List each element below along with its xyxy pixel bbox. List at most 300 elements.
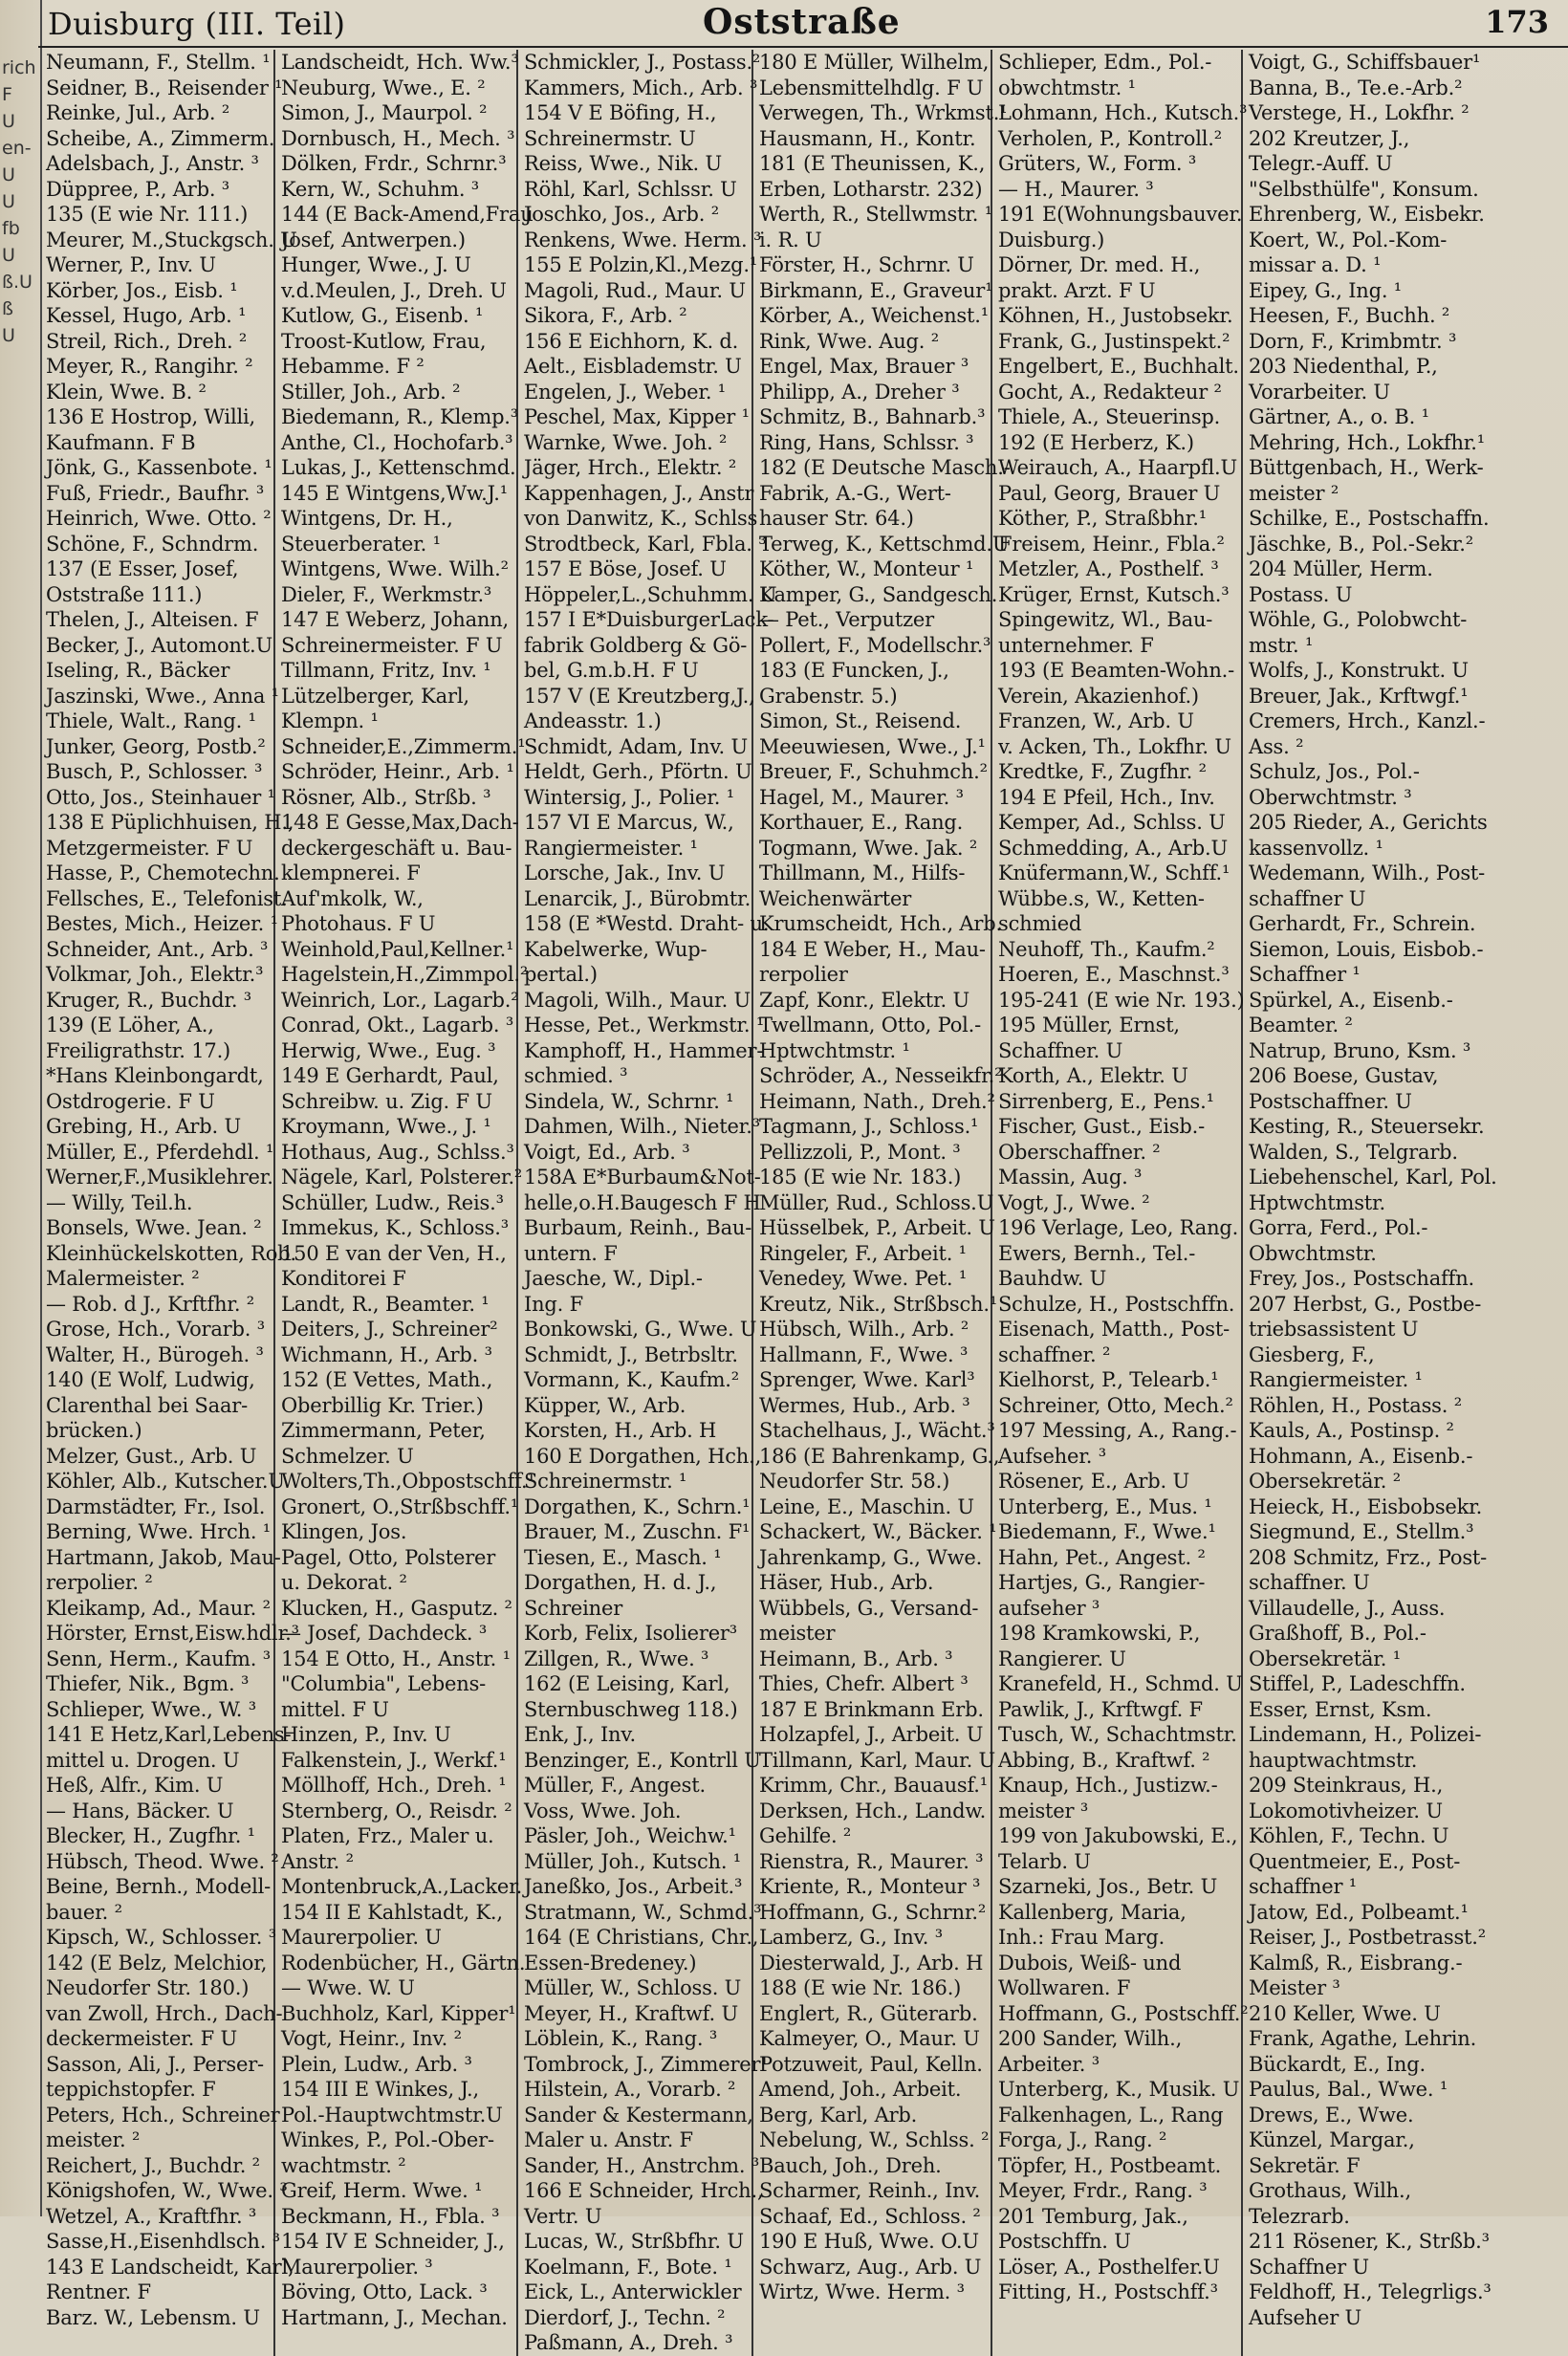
directory-entry-line: Förster, H., Schrnr. U bbox=[759, 253, 974, 276]
directory-entry-line: Neudorfer Str. 58.) bbox=[759, 1470, 950, 1493]
directory-entry-line: Auf'mkolk, W., bbox=[281, 886, 424, 910]
directory-entry-line: Immekus, K., Schloss.³ bbox=[281, 1216, 509, 1239]
directory-entry-line: Röhlen, H., Postass. ² bbox=[1249, 1393, 1462, 1417]
directory-entry-line: Terweg, K., Kettschmd.U bbox=[759, 532, 1010, 556]
directory-entry-line: Neuburg, Wwe., E. ² bbox=[281, 76, 486, 99]
edge-fragment: U bbox=[2, 325, 15, 346]
directory-entry-line: Pawlik, J., Krftwgf. F bbox=[998, 1697, 1203, 1721]
directory-entry-line: Telegr.-Auff. U bbox=[1249, 152, 1393, 175]
directory-entry-line: — Wwe. W. U bbox=[281, 1976, 415, 1999]
directory-entry-line: Wolfs, J., Konstrukt. U bbox=[1249, 659, 1469, 682]
directory-entry-line: Herwig, Wwe., Eug. ³ bbox=[281, 1038, 496, 1062]
directory-entry-line: Gorra, Ferd., Pol.- bbox=[1249, 1216, 1428, 1239]
directory-entry-line: Grose, Hch., Vorarb. ³ bbox=[46, 1318, 265, 1341]
directory-entry-line: Lukas, J., Kettenschmd. bbox=[281, 456, 516, 479]
directory-entry-line: Heesen, F., Buchh. ² bbox=[1249, 304, 1450, 327]
directory-entry-line: Plein, Ludw., Arb. ³ bbox=[281, 2052, 472, 2076]
edge-fragment: en- bbox=[2, 138, 32, 159]
directory-entry-line: 200 Sander, Wilh., bbox=[998, 2027, 1183, 2050]
directory-entry-line: schmied bbox=[998, 912, 1082, 935]
directory-entry-line: Aelt., Eisblademstr. U bbox=[524, 355, 742, 378]
directory-entry-line: Böving, Otto, Lack. ³ bbox=[281, 2280, 488, 2303]
directory-entry-line: Rösener, E., Arb. U bbox=[998, 1470, 1189, 1493]
directory-entry-line: Müller, Joh., Kutsch. ¹ bbox=[524, 1849, 742, 1873]
directory-entry-line: Anstr. ² bbox=[281, 1849, 354, 1873]
directory-entry-line: Adelsbach, J., Anstr. ³ bbox=[46, 152, 259, 175]
directory-entry-line: Kalmeyer, O., Maur. U bbox=[759, 2027, 980, 2050]
directory-entry-line: Lorsche, Jak., Inv. U bbox=[524, 862, 726, 884]
directory-column-1 bbox=[40, 50, 299, 2356]
directory-entry-line: Schaffner U bbox=[1249, 2255, 1369, 2279]
directory-entry-line: Dornbusch, H., Mech. ³ bbox=[281, 126, 515, 150]
directory-entry-line: Hübsch, Theod. Wwe. ² bbox=[46, 1849, 279, 1873]
directory-entry-line: Neuhoff, Th., Kaufm.² bbox=[998, 937, 1215, 961]
directory-entry-line: Schreinermstr. U bbox=[524, 126, 696, 150]
directory-entry-line: Englert, R., Güterarb. bbox=[759, 2001, 978, 2025]
directory-entry-line: 157 V (E Kreutzberg,J., bbox=[524, 684, 755, 708]
directory-entry-line: Kamphoff, H., Hammer- bbox=[524, 1038, 764, 1062]
directory-entry-line: Hinzen, P., Inv. U bbox=[281, 1723, 451, 1746]
directory-entry-line: Körber, A., Weichenst.¹ bbox=[759, 304, 989, 327]
directory-entry-line: schaffner U bbox=[1249, 886, 1366, 910]
directory-entry-line: Hoeren, E., Maschnst.³ bbox=[998, 963, 1230, 986]
directory-entry-line: Verholen, P., Kontroll.² bbox=[998, 126, 1222, 150]
directory-entry-line: Korb, Felix, Isolierer³ bbox=[524, 1622, 737, 1645]
directory-entry-line: Postass. U bbox=[1249, 582, 1353, 606]
directory-entry-line: 188 (E wie Nr. 186.) bbox=[759, 1976, 962, 1999]
directory-entry-line: 182 (E Deutsche Masch.- bbox=[759, 456, 1011, 479]
directory-entry-line: 166 E Schneider, Hrch., bbox=[524, 2179, 764, 2202]
directory-entry-line: — H., Maurer. ³ bbox=[998, 177, 1154, 201]
directory-entry-line: Weinrich, Lor., Lagarb.² bbox=[281, 988, 519, 1012]
directory-entry-line: Koert, W., Pol.-Kom- bbox=[1249, 228, 1448, 251]
directory-entry-line: Königshofen, W., Wwe. ³ bbox=[46, 2179, 288, 2202]
directory-entry-line: Pagel, Otto, Polsterer bbox=[281, 1545, 496, 1569]
directory-entry-line: Bückardt, E., Ing. bbox=[1249, 2052, 1426, 2076]
directory-entry-line: Wübbels, G., Versand- bbox=[759, 1596, 979, 1620]
directory-entry-line: 192 (E Herberz, K.) bbox=[998, 430, 1194, 454]
directory-entry-line: Zapf, Konr., Elektr. U bbox=[759, 988, 969, 1012]
directory-column-5 bbox=[992, 50, 1249, 2356]
directory-entry-line: Gronert, O.,Strßbschff.¹ bbox=[281, 1494, 519, 1518]
directory-entry-line: Wintgens, Dr. H., bbox=[281, 507, 453, 530]
directory-entry-line: 154 IV E Schneider, J., bbox=[281, 2230, 505, 2253]
directory-entry-line: Iseling, R., Bäcker bbox=[46, 659, 230, 682]
directory-entry-line: Obersekretär. ¹ bbox=[1249, 1647, 1401, 1670]
directory-entry-line: Giesberg, F., bbox=[1249, 1342, 1375, 1366]
directory-entry-line: Vogt, Heinr., Inv. ² bbox=[281, 2027, 462, 2050]
directory-entry-line: Müller, Rud., Schloss.U bbox=[759, 1190, 994, 1214]
directory-entry-line: Andeasstr. 1.) bbox=[524, 709, 662, 732]
directory-entry-line: Hüsselbek, P., Arbeit. U bbox=[759, 1216, 995, 1239]
directory-entry-line: Pollert, F., Modellschr.³ bbox=[759, 633, 991, 657]
directory-entry-line: "Selbsthülfe", Konsum. bbox=[1249, 177, 1479, 201]
directory-entry-line: Otto, Jos., Steinhauer ¹ bbox=[46, 785, 275, 809]
directory-entry-line: Hasse, P., Chemotechn. bbox=[46, 862, 280, 884]
directory-entry-line: Steuerberater. ¹ bbox=[281, 532, 441, 556]
directory-entry-line: Weirauch, A., Haarpfl.U bbox=[998, 456, 1238, 479]
directory-entry-line: Werth, R., Stellwmstr. ¹ bbox=[759, 203, 992, 226]
directory-entry-line: Szarneki, Jos., Betr. U bbox=[998, 1875, 1218, 1898]
directory-entry-line: Grebing, H., Arb. U bbox=[46, 1115, 241, 1138]
directory-entry-line: 158 (E *Westd. Draht- u. bbox=[524, 912, 770, 935]
directory-entry-line: 139 (E Löher, A., bbox=[46, 1014, 214, 1036]
directory-entry-line: Jatow, Ed., Polbeamt.¹ bbox=[1249, 1900, 1469, 1924]
directory-entry-line: Köther, W., Monteur ¹ bbox=[759, 557, 974, 580]
directory-entry-line: Paulus, Bal., Wwe. ¹ bbox=[1249, 2078, 1448, 2101]
directory-entry-line: Sander, H., Anstrchm. ³ bbox=[524, 2153, 760, 2177]
directory-entry-line: Benzinger, E., Kontrll U bbox=[524, 1748, 761, 1772]
directory-entry-line: Reiss, Wwe., Nik. U bbox=[524, 152, 722, 175]
directory-entry-line: Werner, P., Inv. U bbox=[46, 253, 216, 276]
directory-entry-line: Ostdrogerie. F U bbox=[46, 1089, 215, 1113]
directory-entry-line: Heldt, Gerh., Pförtn. U bbox=[524, 760, 752, 783]
directory-entry-line: 211 Rösener, K., Strßb.³ bbox=[1249, 2230, 1490, 2253]
header-city: Duisburg (III. Teil) bbox=[48, 6, 346, 42]
directory-entry-line: Löser, A., Posthelfer.U bbox=[998, 2255, 1220, 2279]
directory-entry-line: Freiligrathstr. 17.) bbox=[46, 1038, 231, 1062]
directory-entry-line: Oberschaffner. ² bbox=[998, 1140, 1161, 1164]
directory-entry-line: Ringeler, F., Arbeit. ¹ bbox=[759, 1241, 967, 1265]
directory-entry-line: bel, G.m.b.H. F U bbox=[524, 659, 699, 682]
directory-entry-line: mittel. F U bbox=[281, 1697, 389, 1721]
directory-entry-line: Hunger, Wwe., J. U bbox=[281, 253, 471, 276]
directory-entry-line: Sasse,H.,Eisenhdlsch. ³ bbox=[46, 2230, 280, 2253]
directory-entry-line: Clarenthal bei Saar- bbox=[46, 1393, 248, 1417]
directory-entry-line: Magoli, Wilh., Maur. U bbox=[524, 988, 751, 1012]
directory-entry-line: Unterberg, K., Musik. U bbox=[998, 2078, 1240, 2101]
directory-entry-line: Kredtke, F., Zugfhr. ² bbox=[998, 760, 1207, 783]
directory-entry-line: 203 Niedenthal, P., bbox=[1249, 355, 1438, 378]
directory-entry-line: 150 E van der Ven, H., bbox=[281, 1241, 507, 1265]
directory-entry-line: Schreiner, Otto, Mech.² bbox=[998, 1393, 1233, 1417]
directory-entry-line: Birkmann, E., Graveur¹ bbox=[759, 278, 993, 302]
directory-entry-line: Metzgermeister. F U bbox=[46, 836, 253, 860]
directory-entry-line: Greif, Herm. Wwe. ¹ bbox=[281, 2179, 483, 2202]
directory-entry-line: Ewers, Bernh., Tel.- bbox=[998, 1241, 1196, 1265]
directory-entry-line: Thillmann, M., Hilfs- bbox=[759, 862, 966, 884]
directory-entry-line: Schreiner bbox=[524, 1596, 623, 1620]
directory-entry-line: obwchtmstr. ¹ bbox=[998, 76, 1136, 99]
directory-entry-line: Hartjes, G., Rangier- bbox=[998, 1571, 1206, 1594]
edge-fragment: F bbox=[2, 84, 12, 105]
directory-entry-line: Melzer, Gust., Arb. U bbox=[46, 1444, 257, 1468]
directory-entry-line: Venedey, Wwe. Pet. ¹ bbox=[759, 1267, 968, 1290]
directory-entry-line: Päsler, Joh., Weichw.¹ bbox=[524, 1824, 736, 1847]
directory-entry-line: Unterberg, E., Mus. ¹ bbox=[998, 1494, 1212, 1518]
directory-entry-line: Obwchtmstr. bbox=[1249, 1241, 1377, 1265]
directory-entry-line: Krimm, Chr., Bauausf.¹ bbox=[759, 1774, 988, 1797]
directory-entry-line: *Hans Kleinbongardt, bbox=[46, 1064, 264, 1087]
directory-entry-line: Vormann, K., Kaufm.² bbox=[524, 1368, 739, 1391]
directory-entry-line: Schwarz, Aug., Arb. U bbox=[759, 2255, 982, 2279]
directory-entry-line: Darmstädter, Fr., Isol. bbox=[46, 1494, 266, 1518]
directory-entry-line: Wermes, Hub., Arb. ³ bbox=[759, 1393, 970, 1417]
directory-entry-line: Konditorei F bbox=[281, 1267, 406, 1290]
directory-entry-line: Derksen, Hch., Landw. bbox=[759, 1799, 987, 1822]
directory-entry-line: 196 Verlage, Leo, Rang. bbox=[998, 1216, 1239, 1239]
directory-entry-line: Hothaus, Aug., Schlss.³ bbox=[281, 1140, 514, 1164]
directory-entry-line: Thiefer, Nik., Bgm. ³ bbox=[46, 1672, 250, 1695]
directory-column-6 bbox=[1243, 50, 1497, 2356]
directory-entry-line: Lohmann, Hch., Kutsch.³ bbox=[998, 101, 1248, 124]
directory-entry-line: Künzel, Margar., bbox=[1249, 2128, 1415, 2151]
directory-entry-line: Siegmund, E., Stellm.³ bbox=[1249, 1520, 1474, 1543]
directory-entry-line: 199 von Jakubowski, E., bbox=[998, 1824, 1238, 1847]
directory-entry-line: Köther, P., Straßbhr.¹ bbox=[998, 507, 1207, 530]
directory-entry-line: hauser Str. 64.) bbox=[759, 507, 914, 530]
directory-entry-line: Jaesche, W., Dipl.- bbox=[524, 1267, 703, 1290]
directory-entry-line: Maurerpolier. ³ bbox=[281, 2255, 433, 2279]
directory-entry-line: triebsassistent U bbox=[1249, 1318, 1419, 1341]
directory-entry-line: Malermeister. ² bbox=[46, 1267, 200, 1290]
directory-entry-line: Scharmer, Reinh., Inv. bbox=[759, 2179, 981, 2202]
directory-entry-line: Nägele, Karl, Polsterer.² bbox=[281, 1166, 523, 1189]
directory-column-2 bbox=[275, 50, 535, 2356]
directory-entry-line: v.d.Meulen, J., Dreh. U bbox=[281, 278, 507, 302]
directory-entry-line: Obersekretär. ² bbox=[1249, 1470, 1401, 1493]
directory-entry-line: Villaudelle, J., Auss. bbox=[1249, 1596, 1446, 1620]
directory-entry-line: Metzler, A., Posthelf. ³ bbox=[998, 557, 1219, 580]
directory-entry-line: Heieck, H., Eisbobsekr. bbox=[1249, 1494, 1483, 1518]
directory-entry-line: — Rob. d J., Krftfhr. ² bbox=[46, 1292, 254, 1316]
directory-entry-line: Diesterwald, J., Arb. H bbox=[759, 1951, 984, 1974]
directory-entry-line: Wübbe.s, W., Ketten- bbox=[998, 886, 1205, 910]
directory-entry-line: Eipey, G., Ing. ¹ bbox=[1249, 278, 1403, 302]
directory-entry-line: Wintgens, Wwe. Wilh.² bbox=[281, 557, 509, 580]
directory-entry-line: Voigt, Ed., Arb. ³ bbox=[524, 1140, 690, 1164]
directory-entry-line: Sasson, Ali, J., Perser- bbox=[46, 2052, 264, 2076]
directory-entry-line: Blecker, H., Zugfhr. ¹ bbox=[46, 1824, 255, 1847]
directory-entry-line: Fischer, Gust., Eisb.- bbox=[998, 1115, 1206, 1138]
directory-entry-line: Stiller, Joh., Arb. ² bbox=[281, 380, 461, 404]
directory-entry-line: Jahrenkamp, G., Wwe. bbox=[759, 1545, 983, 1569]
directory-entry-line: Rodenbücher, H., Gärtn. bbox=[281, 1951, 526, 1974]
directory-entry-line: Kleikamp, Ad., Maur. ² bbox=[46, 1596, 271, 1620]
directory-entry-line: 207 Herbst, G., Postbe- bbox=[1249, 1292, 1482, 1316]
directory-entry-line: untern. F bbox=[524, 1241, 618, 1265]
header-street-title: Oststraße bbox=[703, 2, 901, 42]
directory-entry-line: Ass. ² bbox=[1249, 734, 1304, 758]
directory-entry-line: Kielhorst, P., Telearb.¹ bbox=[998, 1368, 1219, 1391]
directory-entry-line: Kipsch, W., Schlosser. ³ bbox=[46, 1926, 276, 1949]
page-header bbox=[38, 0, 1568, 48]
directory-entry-line: Klempn. ¹ bbox=[281, 709, 379, 732]
directory-entry-line: Sander & Kestermann, bbox=[524, 2103, 753, 2127]
directory-entry-line: Lokomotivheizer. U bbox=[1249, 1799, 1443, 1822]
directory-entry-line: Essen-Bredeney.) bbox=[524, 1951, 697, 1974]
directory-entry-line: Kamper, G., Sandgesch. bbox=[759, 582, 998, 606]
directory-entry-line: 157 VI E Marcus, W., bbox=[524, 811, 734, 834]
directory-entry-line: mstr. ¹ bbox=[1249, 633, 1314, 657]
directory-entry-line: Graßhoff, B., Pol.- bbox=[1249, 1622, 1426, 1645]
directory-entry-line: Schlieper, Wwe., W. ³ bbox=[46, 1697, 256, 1721]
directory-entry-line: Landt, R., Beamter. ¹ bbox=[281, 1292, 490, 1316]
directory-entry-line: Sternberg, O., Reisdr. ² bbox=[281, 1799, 512, 1822]
directory-entry-line: 180 E Müller, Wilhelm, bbox=[759, 51, 990, 74]
directory-entry-line: deckermeister. F U bbox=[46, 2027, 237, 2050]
directory-entry-line: Schaffner. U bbox=[998, 1038, 1123, 1062]
directory-entry-line: Holzapfel, J., Arbeit. U bbox=[759, 1723, 984, 1746]
directory-entry-line: "Columbia", Lebens- bbox=[281, 1672, 487, 1695]
directory-entry-line: Schulze, H., Postschffn. bbox=[998, 1292, 1235, 1316]
directory-entry-line: Rangiermeister. ¹ bbox=[524, 836, 698, 860]
directory-entry-line: Schöne, F., Schndrm. bbox=[46, 532, 259, 556]
directory-entry-line: Klingen, Jos. bbox=[281, 1520, 407, 1543]
directory-entry-line: 156 E Eichhorn, K. d. bbox=[524, 329, 739, 353]
directory-entry-line: Wirtz, Wwe. Herm. ³ bbox=[759, 2280, 965, 2303]
directory-entry-line: Tiesen, E., Masch. ¹ bbox=[524, 1545, 722, 1569]
directory-entry-line: 141 E Hetz,Karl,Lebens- bbox=[46, 1723, 292, 1746]
directory-entry-line: Busch, P., Schlosser. ³ bbox=[46, 760, 263, 783]
directory-entry-line: Beine, Bernh., Modell- bbox=[46, 1875, 271, 1898]
directory-entry-line: Dubois, Weiß- und bbox=[998, 1951, 1182, 1974]
directory-entry-line: Weinhold,Paul,Kellner.¹ bbox=[281, 937, 514, 961]
directory-entry-line: Walter, H., Bürogeh. ³ bbox=[46, 1342, 264, 1366]
directory-entry-line: 152 (E Vettes, Math., bbox=[281, 1368, 493, 1391]
directory-entry-line: Engel, Max, Brauer ³ bbox=[759, 355, 969, 378]
directory-entry-line: Tillmann, Fritz, Inv. ¹ bbox=[281, 659, 491, 682]
directory-entry-line: Röhl, Karl, Schlssr. U bbox=[524, 177, 737, 201]
directory-entry-line: Fitting, H., Postschff.³ bbox=[998, 2280, 1218, 2303]
directory-entry-line: Senn, Herm., Kaufm. ³ bbox=[46, 1647, 271, 1670]
directory-entry-line: Esser, Ernst, Ksm. bbox=[1249, 1697, 1432, 1721]
directory-entry-line: deckergeschäft u. Bau- bbox=[281, 836, 512, 860]
directory-entry-line: Schilke, E., Postschaffn. bbox=[1249, 507, 1490, 530]
directory-entry-line: Sternbuschweg 118.) bbox=[524, 1697, 738, 1721]
directory-entry-line: Löblein, K., Rang. ³ bbox=[524, 2027, 718, 2050]
directory-entry-line: aufseher ³ bbox=[998, 1596, 1100, 1620]
directory-entry-line: Franzen, W., Arb. U bbox=[998, 709, 1194, 732]
directory-entry-line: 201 Temburg, Jak., bbox=[998, 2204, 1188, 2228]
directory-entry-line: 138 E Püplichhuisen, H., bbox=[46, 811, 294, 834]
directory-entry-line: Müller, W., Schloss. U bbox=[524, 1976, 742, 1999]
directory-entry-line: Stachelhaus, J., Wächt.³ bbox=[759, 1419, 995, 1442]
directory-entry-line: 190 E Huß, Wwe. O.U bbox=[759, 2230, 979, 2253]
directory-entry-line: Postschffn. U bbox=[998, 2230, 1131, 2253]
directory-entry-line: Bauch, Joh., Dreh. bbox=[759, 2153, 942, 2177]
directory-entry-line: Togmann, Wwe. Jak. ² bbox=[759, 836, 978, 860]
directory-entry-line: Eisenach, Matth., Post- bbox=[998, 1318, 1230, 1341]
directory-entry-line: Wetzel, A., Kraftfhr. ³ bbox=[46, 2204, 257, 2228]
directory-entry-line: Fellsches, E., Telefonist. bbox=[46, 886, 288, 910]
directory-entry-line: Heinrich, Wwe. Otto. ² bbox=[46, 507, 272, 530]
directory-entry-line: Anthe, Cl., Hochofarb.³ bbox=[281, 430, 513, 454]
directory-entry-line: 143 E Landscheidt, Karl, bbox=[46, 2255, 294, 2279]
directory-entry-line: Lucas, W., Strßbfhr. U bbox=[524, 2230, 744, 2253]
directory-entry-line: Junker, Georg, Postb.² bbox=[46, 734, 266, 758]
directory-entry-line: missar a. D. ¹ bbox=[1249, 253, 1382, 276]
directory-entry-line: Verstege, H., Lokfhr. ² bbox=[1249, 101, 1470, 124]
directory-entry-line: Sirrenberg, E., Pens.¹ bbox=[998, 1089, 1214, 1113]
directory-entry-line: 154 II E Kahlstadt, K., bbox=[281, 1900, 503, 1924]
directory-entry-line: 155 E Polzin,Kl.,Mezg.¹ bbox=[524, 253, 758, 276]
directory-entry-line: Biedemann, R., Klemp.³ bbox=[281, 405, 518, 428]
directory-entry-line: Engelen, J., Weber. ¹ bbox=[524, 380, 727, 404]
directory-entry-line: Höppeler,L.,Schuhmm. U bbox=[524, 582, 777, 606]
directory-entry-line: Photohaus. F U bbox=[281, 912, 436, 935]
directory-entry-line: Quentmeier, E., Post- bbox=[1249, 1849, 1461, 1873]
directory-entry-line: schaffner. ² bbox=[998, 1342, 1111, 1366]
directory-entry-line: Forga, J., Rang. ² bbox=[998, 2128, 1167, 2151]
directory-entry-line: schaffner ¹ bbox=[1249, 1875, 1358, 1898]
directory-entry-line: 154 E Otto, H., Anstr. ¹ bbox=[281, 1647, 511, 1670]
directory-entry-line: 202 Kreutzer, J., bbox=[1249, 126, 1410, 150]
directory-entry-line: 142 (E Belz, Melchior, bbox=[46, 1951, 268, 1974]
directory-entry-line: Strodtbeck, Karl, Fbla. ³ bbox=[524, 532, 767, 556]
directory-entry-line: Schreinermstr. ¹ bbox=[524, 1470, 687, 1493]
directory-entry-line: 187 E Brinkmann Erb. bbox=[759, 1697, 984, 1721]
directory-entry-line: Burbaum, Reinh., Bau- bbox=[524, 1216, 752, 1239]
directory-entry-line: Knüfermann,W., Schff.¹ bbox=[998, 862, 1230, 884]
edge-fragment: U bbox=[2, 111, 15, 132]
directory-entry-line: Häser, Hub., Arb. bbox=[759, 1571, 934, 1594]
directory-entry-line: Berg, Karl, Arb. bbox=[759, 2103, 918, 2127]
directory-entry-line: Wintersig, J., Polier. ¹ bbox=[524, 785, 734, 809]
directory-entry-line: 144 (E Back-Amend,Frau bbox=[281, 203, 534, 226]
directory-entry-line: Kutlow, G., Eisenb. ¹ bbox=[281, 304, 484, 327]
directory-entry-line: Hoffmann, G., Postschff.² bbox=[998, 2001, 1249, 2025]
directory-entry-line: Nebelung, W., Schlss. ² bbox=[759, 2128, 990, 2151]
page-number: 173 bbox=[1485, 4, 1549, 40]
directory-entry-line: Spürkel, A., Eisenb.- bbox=[1249, 988, 1453, 1012]
directory-entry-line: 204 Müller, Herm. bbox=[1249, 557, 1433, 580]
directory-entry-line: Paßmann, A., Dreh. ³ bbox=[524, 2331, 733, 2354]
directory-entry-line: Oberwchtmstr. ³ bbox=[1249, 785, 1412, 809]
directory-entry-line: rerpolier. ² bbox=[46, 1571, 153, 1594]
directory-entry-line: Winkes, P., Pol.-Ober- bbox=[281, 2128, 494, 2151]
directory-entry-line: Potzuweit, Paul, Kelln. bbox=[759, 2052, 983, 2076]
edge-fragment: U bbox=[2, 191, 15, 212]
directory-entry-line: Telarb. U bbox=[998, 1849, 1091, 1873]
directory-entry-line: Hagel, M., Maurer. ³ bbox=[759, 785, 964, 809]
directory-entry-line: Voigt, G., Schiffsbauer¹ bbox=[1249, 51, 1481, 74]
directory-entry-line: Twellmann, Otto, Pol.- bbox=[759, 1014, 982, 1036]
directory-entry-line: Kemper, Ad., Schlss. U bbox=[998, 811, 1226, 834]
directory-entry-line: Kalmß, R., Eisbrang.- bbox=[1249, 1951, 1463, 1974]
directory-column-3 bbox=[518, 50, 777, 2356]
directory-entry-line: Meister ³ bbox=[1249, 1976, 1340, 1999]
directory-entry-line: 186 (E Bahrenkamp, G., bbox=[759, 1444, 1000, 1468]
edge-fragment: U bbox=[2, 164, 15, 185]
directory-entry-line: 154 III E Winkes, J., bbox=[281, 2078, 479, 2101]
directory-entry-line: Bestes, Mich., Heizer. ¹ bbox=[46, 912, 278, 935]
directory-entry-line: Hptwchtmstr. bbox=[1249, 1190, 1386, 1214]
directory-entry-line: Hilstein, A., Vorarb. ² bbox=[524, 2078, 736, 2101]
directory-entry-line: rerpolier bbox=[759, 963, 848, 986]
directory-entry-line: Rentner. F bbox=[46, 2280, 151, 2303]
directory-entry-line: Vogt, J., Wwe. ² bbox=[998, 1190, 1150, 1214]
directory-entry-line: Frey, Jos., Postschaffn. bbox=[1249, 1267, 1474, 1290]
directory-entry-line: Voss, Wwe. Joh. bbox=[524, 1799, 682, 1822]
directory-entry-line: 157 E Böse, Josef. U bbox=[524, 557, 727, 580]
directory-entry-line: Neumann, F., Stellm. ¹ bbox=[46, 51, 271, 74]
directory-entry-line: Maurerpolier. U bbox=[281, 1926, 442, 1949]
directory-entry-line: Banna, B., Te.e.-Arb.² bbox=[1249, 76, 1463, 99]
directory-entry-line: Köhnen, H., Justobsekr. bbox=[998, 304, 1233, 327]
directory-entry-line: Tagmann, J., Schloss.¹ bbox=[759, 1115, 979, 1138]
directory-entry-line: Warnke, Wwe. Joh. ² bbox=[524, 430, 728, 454]
directory-entry-line: Heimann, Nath., Dreh.² bbox=[759, 1089, 995, 1113]
directory-entry-line: Dahmen, Wilh., Nieter.³ bbox=[524, 1115, 760, 1138]
directory-entry-line: Ehrenberg, W., Eisbekr. bbox=[1249, 203, 1485, 226]
directory-entry-line: Jönk, G., Kassenbote. ¹ bbox=[46, 456, 272, 479]
directory-entry-line: Massin, Aug. ³ bbox=[998, 1166, 1143, 1189]
directory-entry-line: 145 E Wintgens,Ww.J.¹ bbox=[281, 481, 508, 505]
directory-entry-line: Dorn, F., Krimbmtr. ³ bbox=[1249, 329, 1457, 353]
directory-entry-line: Verwegen, Th., Wrkmst.¹ bbox=[759, 101, 1008, 124]
directory-entry-line: Heimann, B., Arb. ³ bbox=[759, 1647, 953, 1670]
